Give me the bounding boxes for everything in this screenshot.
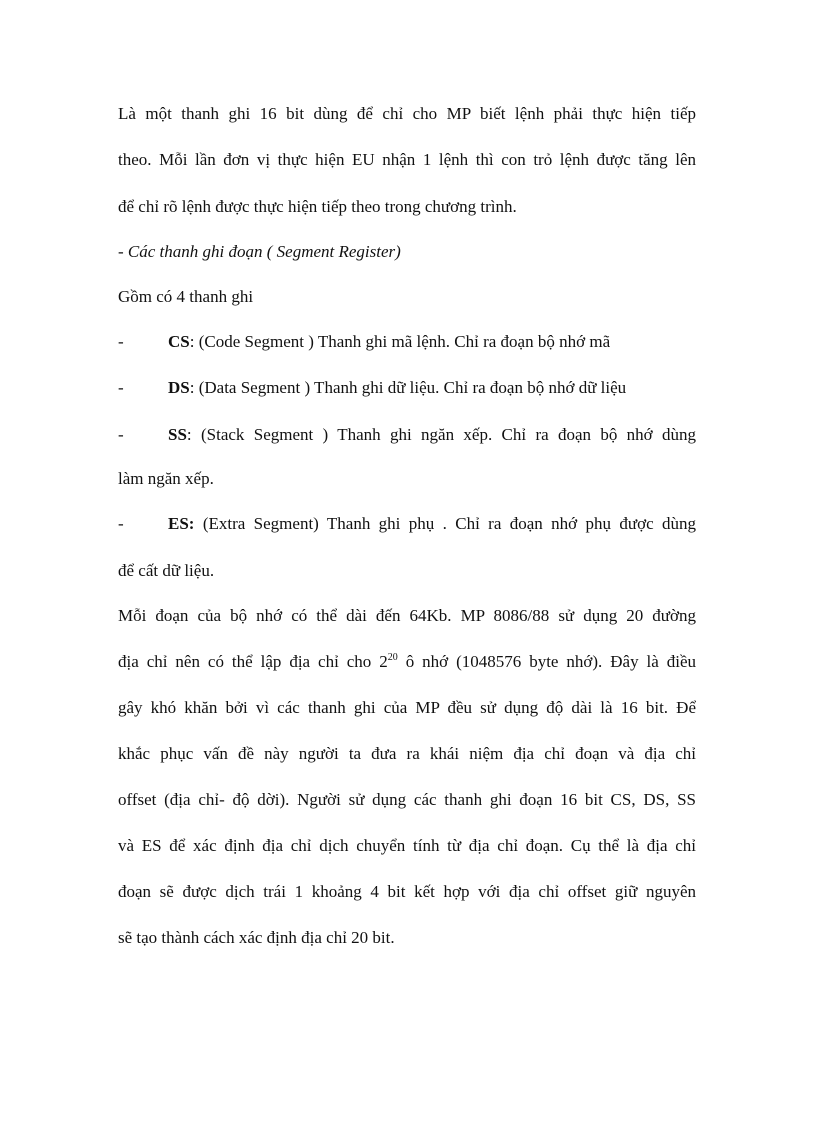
bullet-dash: - [118,514,124,533]
paragraph-1-line-2: theo. Mỗi lần đơn vị thực hiện EU nhận 1 lệnh thì con trỏ lệnh được tăng lên [118,150,696,169]
paragraph-2-line-4: khắc phục vấn đề này người ta đưa ra khái niệm địa chỉ đoạn và địa chỉ [118,744,696,763]
paragraph-2-line-2-pre: địa chỉ nên có thể lập địa chỉ cho 2 [118,652,388,671]
paragraph-2-line-6: và ES để xác định địa chỉ dịch chuyển tính từ địa chỉ đoạn. Cụ thể là địa chỉ [118,836,696,855]
paragraph-2-line-8: sẽ tạo thành cách xác định địa chỉ 20 bit. [118,928,395,947]
register-ds [168,376,696,400]
register-name: CS [168,332,190,351]
paragraph-2-line-2-post: ô nhớ (1048576 byte nhớ). Đây là điều [397,652,697,671]
exponent: 20 [387,652,398,663]
register-es-continuation: để cất dữ liệu. [118,561,215,580]
register-name: SS [168,425,187,444]
bullet-dash: - [118,425,124,444]
register-ss-continuation: làm ngăn xếp. [118,469,214,488]
paragraph-2-line-2 [118,650,696,674]
register-ss [168,423,696,447]
section-heading: - Các thanh ghi đoạn ( Segment Register) [118,242,401,261]
paragraph-2-line-7: đoạn sẽ được dịch trái 1 khoảng 4 bit kết hợp với địa chỉ offset giữ nguyên [118,882,696,901]
register-description: : (Stack Segment ) Thanh ghi ngăn xếp. Chỉ ra đoạn bộ nhớ dùng [186,425,696,444]
paragraph-2-line-3: gây khó khăn bởi vì các thanh ghi của MP đều sử dụng độ dài là 16 bit. Để [118,698,696,717]
bullet-dash: - [118,378,124,397]
register-cs [168,330,696,354]
register-es [168,512,696,536]
paragraph-1-line-1: Là một thanh ghi 16 bit dùng để chỉ cho MP biết lệnh phải thực hiện tiếp [118,104,696,123]
paragraph-2-line-5: offset (địa chỉ- độ dời). Người sử dụng các thanh ghi đoạn 16 bit CS, DS, SS [118,790,696,809]
paragraph-1-line-3: để chỉ rõ lệnh được thực hiện tiếp theo trong chương trình. [118,197,517,216]
register-description: : (Data Segment ) Thanh ghi dữ liệu. Chỉ ra đoạn bộ nhớ dữ liệu [189,378,627,397]
register-name: ES: [168,514,195,533]
bullet-dash: - [118,332,124,351]
paragraph-2-line-1: Mỗi đoạn của bộ nhớ có thể dài đến 64Kb. MP 8086/88 sử dụng 20 đường [118,606,696,625]
intro-text: Gồm có 4 thanh ghi [118,287,254,306]
register-description: (Extra Segment) Thanh ghi phụ . Chỉ ra đoạn nhớ phụ được dùng [194,514,696,533]
register-description: : (Code Segment ) Thanh ghi mã lệnh. Chỉ ra đoạn bộ nhớ mã [189,332,611,351]
register-name: DS [168,378,190,397]
